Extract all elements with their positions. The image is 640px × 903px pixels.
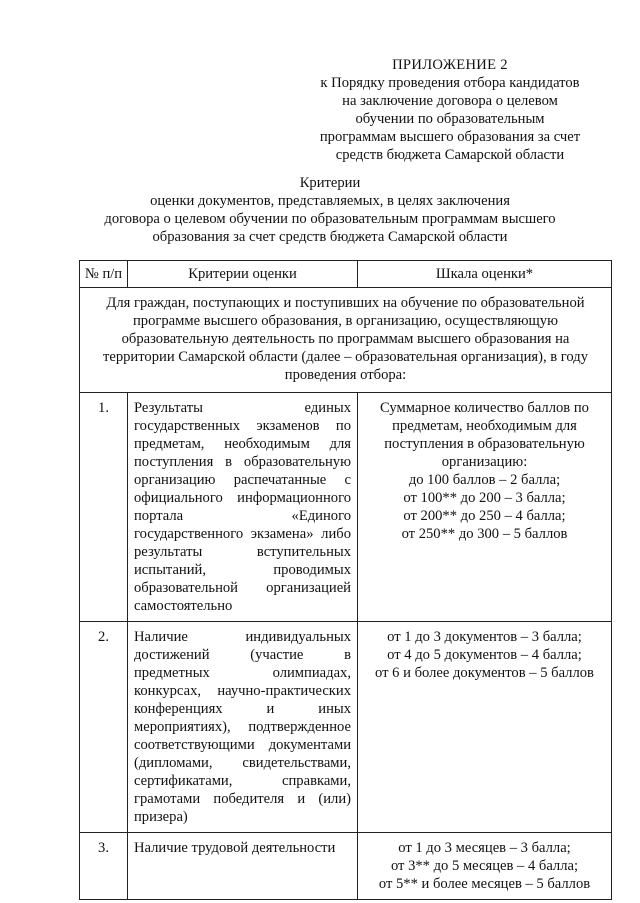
appendix-line: к Порядку проведения отбора кандидатов bbox=[320, 75, 580, 91]
appendix-block bbox=[300, 56, 600, 164]
header-number: № п/п bbox=[80, 261, 128, 288]
scale-item: до 100 баллов – 2 балла; bbox=[408, 472, 561, 488]
table-intro-row bbox=[80, 288, 612, 393]
criteria-title: Критерии bbox=[299, 175, 361, 191]
header-criteria: Критерии оценки bbox=[128, 261, 358, 288]
row-criterion: Результаты единых государственных экзаменов по предметам, необходимым для поступления в образовательную организацию распечатанные с официального информационного портала «Единого государственного экзамена» либо результаты вступительных испытаний, проводимых образовательной организацией самостоятельно bbox=[128, 393, 358, 622]
scale-item: от 3** до 5 месяцев – 4 балла; bbox=[390, 858, 579, 874]
scale-item: от 100** до 200 – 3 балла; bbox=[403, 490, 566, 506]
appendix-line: обучении по образовательным bbox=[355, 111, 545, 127]
scale-item: от 200** до 250 – 4 балла; bbox=[403, 508, 566, 524]
appendix-line: программам высшего образования за счет bbox=[319, 129, 581, 145]
appendix-heading: ПРИЛОЖЕНИЕ 2 bbox=[392, 57, 508, 73]
scale-intro: Суммарное количество баллов по предметам, необходимым для поступления в образовательную организацию: bbox=[380, 400, 589, 470]
row-scale bbox=[358, 833, 612, 900]
scale-item: от 250** до 300 – 5 баллов bbox=[401, 526, 568, 542]
table-header-row bbox=[80, 261, 612, 288]
row-number: 1. bbox=[80, 393, 128, 622]
table-row bbox=[80, 833, 612, 900]
criteria-table bbox=[79, 260, 612, 900]
criteria-subtitle-line: оценки документов, представляемых, в целях заключения bbox=[150, 193, 510, 209]
table-row bbox=[80, 622, 612, 833]
scale-item: от 6 и более документов – 5 баллов bbox=[375, 665, 594, 681]
row-criterion: Наличие трудовой деятельности bbox=[128, 833, 358, 900]
appendix-line: средств бюджета Самарской области bbox=[335, 147, 565, 163]
criteria-subtitle-line: образования за счет средств бюджета Самарской области bbox=[152, 229, 508, 245]
row-number: 3. bbox=[80, 833, 128, 900]
scale-item: от 4 до 5 документов – 4 балла; bbox=[387, 647, 582, 663]
criteria-title-block bbox=[60, 174, 600, 246]
scale-item: от 1 до 3 месяцев – 3 балла; bbox=[398, 840, 571, 856]
table-row bbox=[80, 393, 612, 622]
scale-item: от 1 до 3 документов – 3 балла; bbox=[387, 629, 582, 645]
row-scale bbox=[358, 622, 612, 833]
row-number: 2. bbox=[80, 622, 128, 833]
scale-item: от 5** и более месяцев – 5 баллов bbox=[378, 876, 591, 892]
criteria-subtitle-line: договора о целевом обучении по образовательным программам высшего bbox=[104, 211, 556, 227]
intro-text: Для граждан, поступающих и поступивших на обучение по образовательной программе высшего образования, в организацию, осуществляющую образовательную деятельность по программам высшего образования на территории Самарской области (далее – образовательная организация), в году проведения отбора: bbox=[80, 288, 612, 393]
header-scale: Шкала оценки* bbox=[358, 261, 612, 288]
row-criterion: Наличие индивидуальных достижений (участие в предметных олимпиадах, конкурсах, научно-практических конференциях и иных мероприятиях), подтвержденное соответствующими документами (дипломами, свидетельствами, сертификатами, справками, грамотами победителя и (или) призера) bbox=[128, 622, 358, 833]
row-scale bbox=[358, 393, 612, 622]
appendix-line: на заключение договора о целевом bbox=[342, 93, 558, 109]
